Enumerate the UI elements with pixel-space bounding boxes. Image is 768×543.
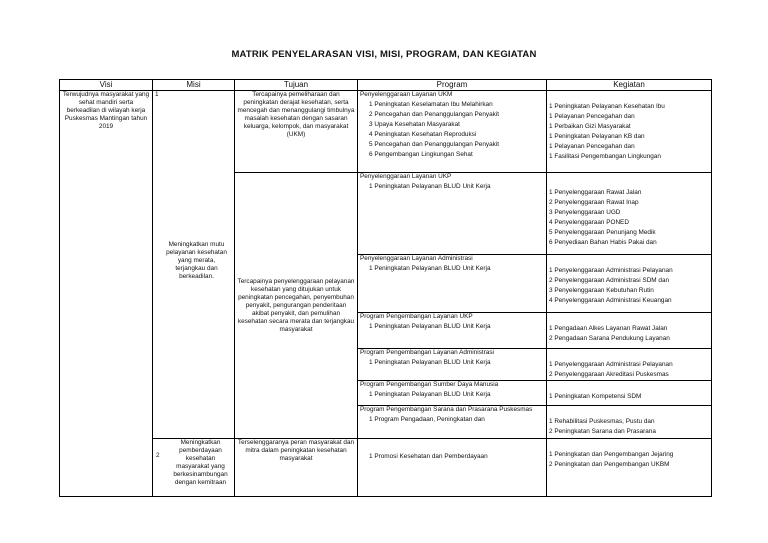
kegiatan-ukp-item-2: 2 Penyelenggaraan Rawat Inap	[549, 199, 639, 207]
program-head-ukm: Penyelenggaraan Layanan UKM	[360, 91, 453, 98]
kegiatan-ukp-item-6: 6 Penyediaan Bahan Habis Pakai dan	[549, 239, 657, 247]
kegiatan-ukm-item-4: 1 Peningkatan Pelayanan KB dan	[549, 133, 645, 140]
tujuan-2-cell	[235, 173, 358, 438]
kegiatan-promosi-item-1: 1 Peningkatan dan Pengembangan Jejaring	[549, 450, 674, 458]
kegiatan-promosi-item-2: 2 Peningkatan dan Pengembangan UKBM	[549, 460, 670, 468]
program-ukm-item-2: 2 Pencegahan dan Penanggulangan Penyakit	[369, 111, 500, 118]
kegiatan-promosi-cell	[547, 438, 712, 496]
kegiatan-pengembangan-admin-item-2: 2 Penyelenggaraan Akreditasi Puskesmas	[549, 371, 669, 379]
kegiatan-sarana-item-1: 1 Rehabilitasi Puskesmas, Pustu dan	[549, 417, 655, 425]
misi-1-number: 1	[155, 91, 159, 98]
kegiatan-pengembangan-ukp-item-1: 1 Pengadaan Alkes Layanan Rawat Jalan	[549, 325, 668, 333]
misi-1-text: Meningkatkan mutu pelayanan kesehatan yang merata, terjangkau dan berkeadilan.	[166, 241, 227, 280]
tujuan-1-cell	[235, 91, 358, 173]
header-misi: Misi	[153, 80, 235, 91]
tujuan-3-text: Terselenggaranya peran masyarakat dan mitra dalam peningkatan kesehatan masyarakat	[237, 438, 355, 462]
kegiatan-ukp-item-3: 3 Penyelenggaraan UGD	[549, 209, 621, 217]
program-head-admin: Penyelenggaraan Layanan Administrasi	[360, 254, 473, 262]
program-head-sarana: Program Pengembangan Sarana dan Prasarana Puskesmas	[360, 405, 533, 413]
document-title: MATRIK PENYELARASAN VISI, MISI, PROGRAM, DAN KEGIATAN	[231, 49, 537, 60]
kegiatan-pengembangan-admin-item-1: 1 Penyelenggaraan Administrasi Pelayanan	[549, 361, 673, 369]
program-head-pengembangan-ukp: Program Pengembangan Layanan UKP	[360, 313, 473, 321]
program-ukp-item-1: 1 Peningkatan Pelayanan BLUD Unit Kerja	[369, 183, 491, 191]
program-ukm-item-3: 3 Upaya Kesehatan Masyarakat	[369, 121, 460, 128]
kegiatan-admin-item-4: 4 Penyelenggaraan Administrasi Keuangan	[549, 296, 672, 304]
kegiatan-ukm-item-2: 1 Pelayanan Pencegahan dan	[549, 113, 635, 120]
kegiatan-sdm-cell	[547, 381, 712, 405]
kegiatan-ukp-item-4: 4 Penyelenggaraan PONED	[549, 219, 629, 227]
table-header-row	[60, 80, 712, 91]
program-promosi-cell	[358, 438, 547, 496]
kegiatan-ukp-item-1: 1 Penyelenggaraan Rawat Jalan	[549, 189, 642, 197]
tujuan-2-text: Tercapainya penyelenggaraan pelayanan kesehatan yang ditujukan untuk peningkatan pencegahan, penyembuhan penyakit, pengurangan penderitaan akibat penyakit, dan pemulihan kesehatan secara merata dan terjangkau masyarakat	[237, 277, 355, 333]
kegiatan-ukm-cell	[547, 91, 712, 173]
kegiatan-ukm-item-5: 1 Pelayanan Pencegahan dan	[549, 143, 635, 150]
program-ukm-item-4: 4 Peningkatan Kesehatan Reproduksi	[369, 131, 477, 138]
kegiatan-ukp-cell	[547, 173, 712, 254]
program-pengembangan-ukp-cell	[358, 313, 547, 349]
program-ukm-item-1: 1 Peningkatan Keselamatan Ibu Melahirkan	[369, 101, 493, 108]
kegiatan-ukm-item-6: 1 Fasilitasi Pengembangan Lingkungan	[549, 153, 661, 160]
program-sdm-cell	[358, 381, 547, 405]
program-admin-item-1: 1 Peningkatan Pelayanan BLUD Unit Kerja	[369, 264, 491, 272]
tujuan-3-cell	[235, 438, 358, 496]
kegiatan-ukm-item-1: 1 Peningkatan Pelayanan Kesehatan Ibu	[549, 103, 665, 110]
program-head-sdm: Program Pengembangan Sumber Daya Manusia	[360, 381, 499, 389]
misi-2-cell	[153, 438, 235, 496]
program-promosi-item-1: 1 Promosi Kesehatan dan Pemberdayaan	[369, 452, 488, 460]
kegiatan-sarana-item-2: 2 Peningkatan Sarana dan Prasarana	[549, 427, 656, 435]
program-head-ukp: Penyelenggaraan Layanan UKP	[360, 173, 452, 181]
kegiatan-pengembangan-ukp-cell	[547, 313, 712, 349]
header-tujuan: Tujuan	[235, 80, 358, 91]
misi-1-cell	[153, 91, 235, 439]
visi-text: Terwujudnya masyarakat yang sehat mandiri serta berkeadilan di wilayah kerja Puskesmas Mantingan tahun 2019	[62, 91, 150, 130]
kegiatan-sarana-cell	[547, 405, 712, 438]
visi-cell	[60, 91, 153, 497]
table-row-promosi	[60, 438, 712, 496]
program-ukm-item-6: 6 Pengembangan Lingkungan Sehat	[369, 151, 473, 158]
program-ukp-cell	[358, 173, 547, 254]
kegiatan-ukm-item-3: 1 Perbaikan Gizi Masyarakat	[549, 123, 631, 130]
program-admin-cell	[358, 254, 547, 312]
program-sdm-item-1: 1 Peningkatan Pelayanan BLUD Unit Kerja	[369, 391, 491, 399]
program-pengembangan-ukp-item-1: 1 Peningkatan Pelayanan BLUD Unit Kerja	[369, 323, 491, 331]
program-sarana-cell	[358, 405, 547, 438]
header-kegiatan: Kegiatan	[547, 80, 712, 91]
program-ukm-cell	[358, 91, 547, 173]
kegiatan-admin-cell	[547, 254, 712, 312]
misi-2-number: 2	[156, 451, 160, 459]
kegiatan-admin-item-1: 1 Penyelenggaraan Administrasi Pelayanan	[549, 266, 673, 274]
kegiatan-sdm-item-1: 1 Peningkatan Kompetensi SDM	[549, 393, 642, 401]
program-head-pengembangan-admin: Program Pengembangan Layanan Administrasi	[360, 349, 494, 357]
header-visi: Visi	[60, 80, 153, 91]
program-sarana-item-1: 1 Program Pengadaan, Peningkatan dan	[369, 415, 485, 423]
misi-2-text: Meningkatkan pemberdayaan kesehatan masyarakat yang berkesinambungan dengan kemitraan	[173, 438, 228, 486]
program-pengembangan-admin-item-1: 1 Peningkatan Pelayanan BLUD Unit Kerja	[369, 359, 491, 367]
kegiatan-ukp-item-5: 5 Penyelenggaraan Penunjang Medik	[549, 229, 656, 237]
kegiatan-admin-item-2: 2 Penyelenggaraan Administrasi SDM dan	[549, 276, 670, 284]
table-row-ukm	[60, 91, 712, 173]
header-program: Program	[358, 80, 547, 91]
program-ukm-item-5: 5 Pencegahan dan Penanggulangan Penyakit	[369, 141, 500, 148]
program-pengembangan-admin-cell	[358, 349, 547, 381]
kegiatan-pengembangan-admin-cell	[547, 349, 712, 381]
tujuan-1-text: Tercapainya pemeliharaan dan peningkatan derajat kesehatan, serta mencegah dan menanggulangi timbulnya masalah kesehatan dengan sasaran keluarga, kelompok, dan masyarakat (UKM)	[237, 91, 355, 138]
kegiatan-pengembangan-ukp-item-2: 2 Pengadaan Sarana Pendukung Layanan	[549, 335, 670, 343]
kegiatan-admin-item-3: 3 Penyelenggaraan Kebutuhan Rutin	[549, 286, 654, 294]
alignment-matrix-table	[59, 79, 712, 497]
